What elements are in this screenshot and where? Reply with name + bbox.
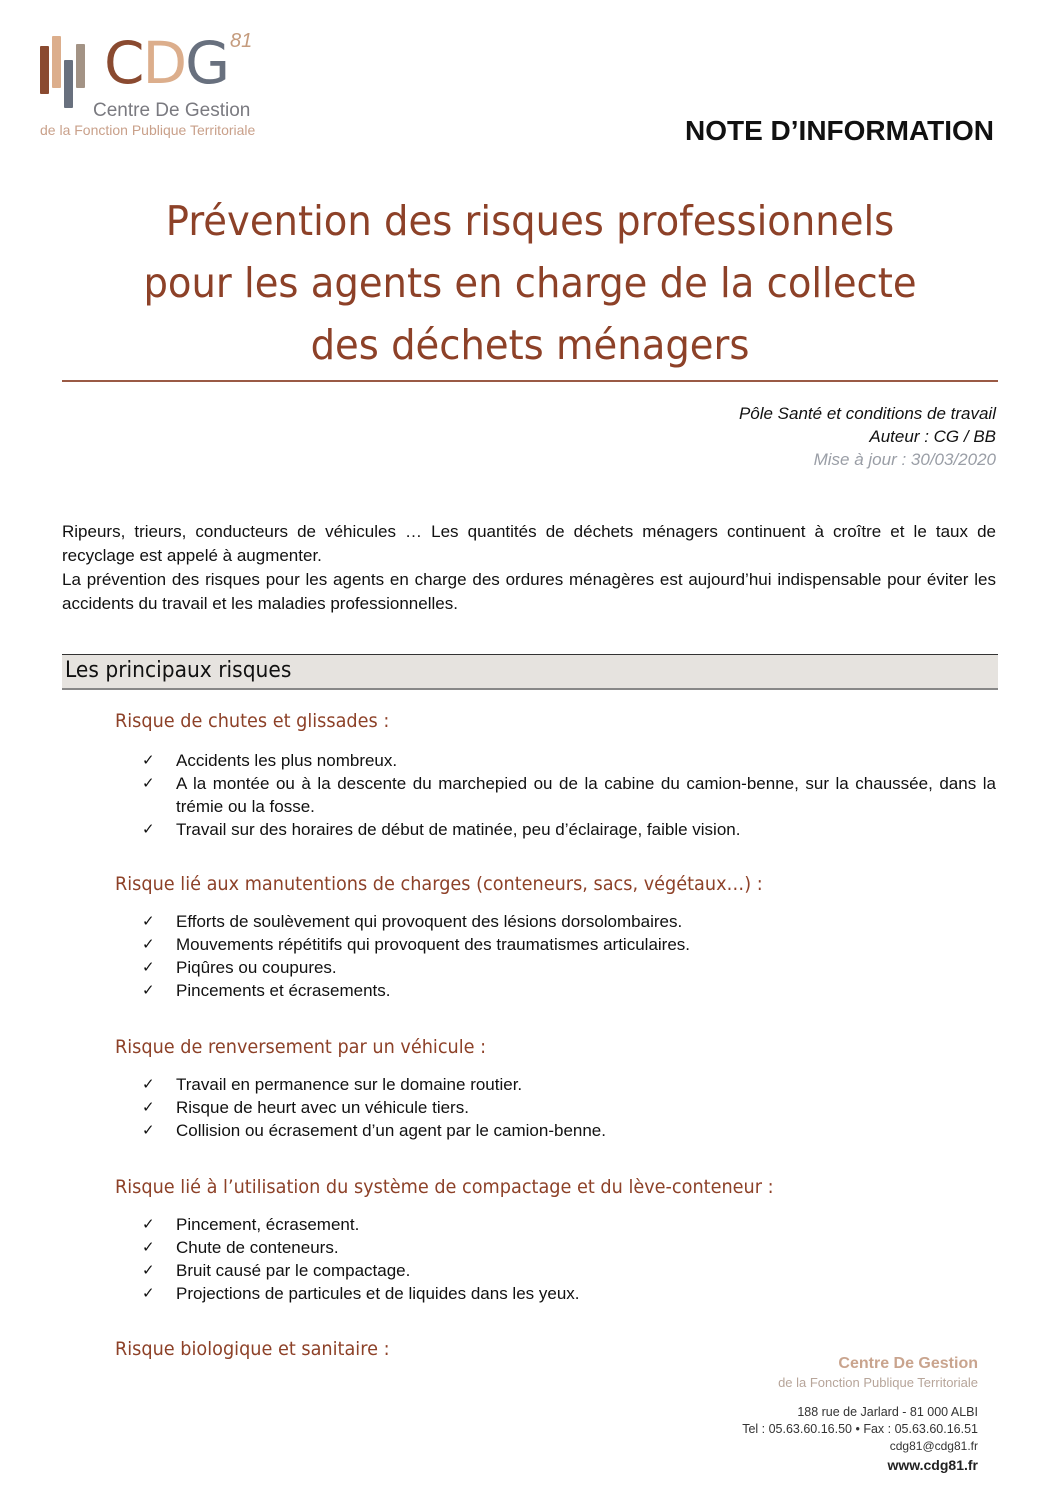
list-item-text: Efforts de soulèvement qui provoquent des lésions dorsolombaires. (176, 912, 683, 931)
check-icon: ✓ (142, 774, 155, 792)
update-date: Mise à jour : 30/03/2020 (813, 450, 996, 469)
list-item-text: Travail sur des horaires de début de matinée, peu d’éclairage, faible vision. (176, 820, 741, 839)
author-label: Auteur : CG / BB (869, 427, 996, 446)
list-item (142, 979, 996, 1002)
check-icon: ✓ (142, 1098, 155, 1116)
section-title: Les principaux risques (65, 658, 292, 683)
list-item (142, 749, 996, 772)
risk-list (142, 910, 996, 1002)
logo-bar (40, 46, 49, 94)
list-item (142, 818, 996, 841)
check-icon: ✓ (142, 1261, 155, 1279)
footer-contact (698, 1354, 978, 1476)
list-item (142, 1282, 996, 1305)
logo-letter-g: G (185, 29, 229, 97)
list-item-text: A la montée ou à la descente du marchepied ou de la cabine du camion-benne, sur la chaussée, dans la trémie ou la fosse. (176, 774, 996, 816)
footer-website[interactable]: www.cdg81.fr (887, 1457, 978, 1473)
title-line: Prévention des risques professionnels (165, 197, 895, 245)
list-item-text: Travail en permanence sur le domaine routier. (176, 1075, 523, 1094)
footer-address: 188 rue de Jarlard - 81 000 ALBI (797, 1405, 978, 1419)
logo-line1: Centre De Gestion (93, 100, 251, 121)
risk-heading: Risque de chutes et glissades : (115, 710, 390, 732)
logo-superscript: 81 (230, 30, 253, 52)
note-title: NOTE D’INFORMATION (684, 115, 994, 146)
document-meta (739, 402, 996, 471)
check-icon: ✓ (142, 912, 155, 930)
list-item-text: Accidents les plus nombreux. (176, 751, 398, 770)
list-item (142, 933, 996, 956)
intro-text (62, 520, 996, 616)
logo-letter-d: D (142, 29, 186, 97)
risk-heading: Risque lié à l’utilisation du système de compactage et du lève-conteneur : (115, 1176, 774, 1198)
logo-bar (76, 44, 85, 88)
list-item-text: Piqûres ou coupures. (176, 958, 337, 977)
title-line: pour les agents en charge de la collecte (143, 259, 917, 307)
document-title (88, 190, 972, 376)
cdg81-logo (38, 28, 263, 140)
list-item-text: Bruit causé par le compactage. (176, 1261, 411, 1280)
risk-list (142, 1213, 996, 1305)
pole-label: Pôle Santé et conditions de travail (738, 404, 996, 423)
list-item-text: Risque de heurt avec un véhicule tiers. (176, 1098, 469, 1117)
check-icon: ✓ (142, 958, 155, 976)
title-divider (62, 380, 998, 382)
title-line: des déchets ménagers (310, 321, 750, 369)
logo-bar (64, 60, 73, 108)
intro-paragraph: Ripeurs, trieurs, conducteurs de véhicules … Les quantités de déchets ménagers continuent à croître et le taux de recyclage est appelé à augmenter. (62, 522, 996, 565)
list-item (142, 1236, 996, 1259)
list-item-text: Chute de conteneurs. (176, 1238, 339, 1257)
risk-heading: Risque lié aux manutentions de charges (conteneurs, sacs, végétaux…) : (115, 873, 763, 895)
logo-line2: de la Fonction Publique Territoriale (40, 122, 256, 138)
list-item-text: Collision ou écrasement d’un agent par le camion-benne. (176, 1121, 606, 1140)
logo-letter-c: C (104, 29, 143, 97)
risk-heading: Risque biologique et sanitaire : (115, 1338, 390, 1360)
footer-org-sub: de la Fonction Publique Territoriale (778, 1375, 978, 1390)
check-icon: ✓ (142, 1215, 155, 1233)
list-item (142, 1096, 996, 1119)
list-item (142, 1213, 996, 1236)
section-header (62, 654, 998, 690)
footer-email[interactable]: cdg81@cdg81.fr (889, 1439, 978, 1453)
check-icon: ✓ (142, 981, 155, 999)
check-icon: ✓ (142, 820, 155, 838)
list-item (142, 772, 996, 818)
logo-bar (52, 36, 61, 88)
intro-paragraph: La prévention des risques pour les agents en charge des ordures ménagères est aujourd’hui indispensable pour éviter les accidents du travail et les maladies professionnelles. (62, 570, 996, 613)
list-item (142, 1119, 996, 1142)
list-item-text: Projections de particules et de liquides dans les yeux. (176, 1284, 580, 1303)
list-item (142, 1259, 996, 1282)
list-item (142, 910, 996, 933)
list-item (142, 1073, 996, 1096)
check-icon: ✓ (142, 935, 155, 953)
risk-heading: Risque de renversement par un véhicule : (115, 1036, 487, 1058)
check-icon: ✓ (142, 1238, 155, 1256)
risk-list (142, 1073, 996, 1142)
list-item (142, 956, 996, 979)
logo-wordmark (104, 28, 228, 98)
check-icon: ✓ (142, 751, 155, 769)
footer-org: Centre De Gestion (838, 1355, 978, 1372)
footer-phones: Tel : 05.63.60.16.50 • Fax : 05.63.60.16.51 (742, 1422, 978, 1436)
list-item-text: Pincement, écrasement. (176, 1215, 360, 1234)
check-icon: ✓ (142, 1284, 155, 1302)
list-item-text: Pincements et écrasements. (176, 981, 391, 1000)
check-icon: ✓ (142, 1075, 155, 1093)
check-icon: ✓ (142, 1121, 155, 1139)
list-item-text: Mouvements répétitifs qui provoquent des traumatismes articulaires. (176, 935, 691, 954)
risk-list (142, 749, 996, 841)
